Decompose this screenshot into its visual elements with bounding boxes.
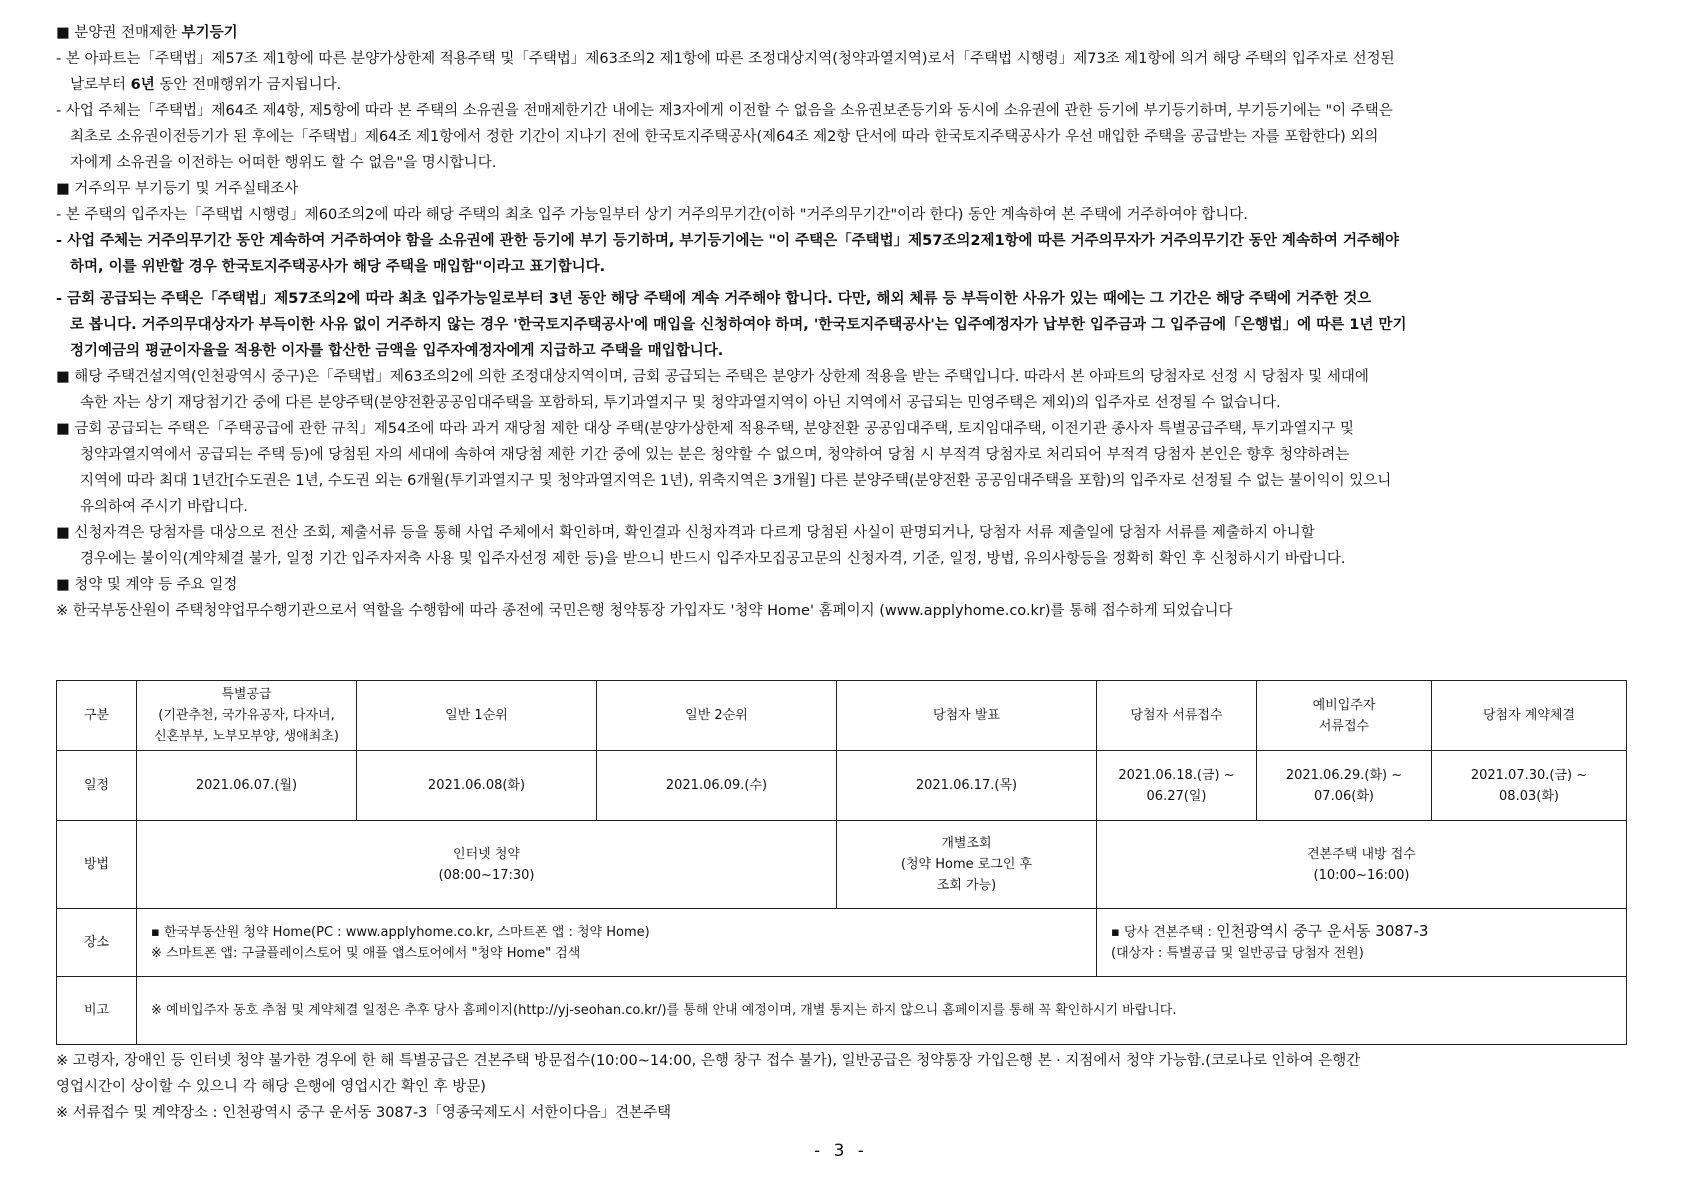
paragraph-bold: 정기예금의 평균이자율을 적용한 이자를 합산한 금액을 입주자예정자에게 지급하고 주택을 매입합니다. <box>70 343 724 359</box>
table-cell: 개별조회 (청약 Home 로그인 후 조회 가능) <box>837 821 1097 909</box>
paragraph-bold: 하며, 이를 위반할 경우 한국토지주택공사가 해당 주택을 매입함"이라고 표기합니다. <box>70 259 606 275</box>
section-title-residence: ■ 거주의무 부기등기 및 거주실태조사 <box>56 181 299 197</box>
row-label: 방법 <box>57 821 137 909</box>
paragraph: ■ 금회 공급되는 주택은「주택공급에 관한 규칙」제54조에 따라 과거 재당첨 제한 대상 주택(분양가상한제 적용주택, 분양전환 공공임대주택, 토지임대주택, 이전기관 종사자 특별공급주택, 투기과열지구 및 <box>56 421 1354 437</box>
paragraph: 최초로 소유권이전등기가 된 후에는「주택법」제64조 제1항에서 정한 기간이 지나기 전에 한국토지주택공사(제64조 제2항 단서에 따라 한국토지주택공사가 우선 매입한 주택을 공급받는 자를 포함한다) 외의 <box>70 129 1379 145</box>
table-cell: ▪ 한국부동산원 청약 Home(PC : www.applyhome.co.kr, 스마트폰 앱 : 청약 Home) ※ 스마트폰 앱: 구글플레이스토어 및 애플 앱스토어에서 "청약 Home" 검색 <box>137 909 1097 977</box>
table-cell: 2021.06.09.(수) <box>597 751 837 821</box>
table-cell: 2021.06.17.(목) <box>837 751 1097 821</box>
table-header-row <box>57 681 1627 751</box>
note: 영업시간이 상이할 수 있으니 각 해당 은행에 영업시간 확인 후 방문) <box>56 1079 486 1095</box>
row-label: 일정 <box>57 751 137 821</box>
paragraph: 속한 자는 상기 재당첨기간 중에 다른 분양주택(분양전환공공임대주택을 포함하되, 투기과열지구 및 청약과열지역이 아닌 지역에서 공급되는 민영주택은 제외)의 입주자로 선정될 수 없습니다. <box>80 395 1281 411</box>
paragraph-bold: - 사업 주체는 거주의무기간 동안 계속하여 거주하여야 함을 소유권에 관한 등기에 부기 등기하며, 부기등기에는 "이 주택은「주택법」제57조의2제1항에 따른 거주의무자가 거주의무기간 동안 계속하여 거주해야 <box>56 233 1400 249</box>
header-cell: 예비입주자 서류접수 <box>1257 681 1432 751</box>
table-row-schedule <box>57 751 1627 821</box>
table-cell: 인터넷 청약 (08:00~17:30) <box>137 821 837 909</box>
header-cell: 일반 1순위 <box>357 681 597 751</box>
header-cell: 일반 2순위 <box>597 681 837 751</box>
note: ※ 서류접수 및 계약장소 : 인천광역시 중구 운서동 3087-3「영종국제도시 서한이다음」견본주택 <box>56 1105 672 1121</box>
paragraph: 지역에 따라 최대 1년간[수도권은 1년, 수도권 외는 6개월(투기과열지구 및 청약과열지역은 1년), 위축지역은 3개월] 다른 분양주택(분양전환 공공임대주택을 포함)의 입주자로 선정될 수 없는 불이익이 있으니 <box>80 473 1392 489</box>
section-title-resale: ■ 분양권 전매제한 부기등기 <box>56 25 238 41</box>
paragraph: - 본 주택의 입주자는「주택법 시행령」제60조의2에 따라 해당 주택의 최초 입주 가능일부터 상기 거주의무기간(이하 "거주의무기간"이라 한다) 동안 계속하여 본 주택에 거주하여야 합니다. <box>56 207 1248 223</box>
table-cell: 2021.06.07.(월) <box>137 751 357 821</box>
table-row-remark <box>57 977 1627 1045</box>
table-cell: ※ 예비입주자 동호 추첨 및 계약체결 일정은 추후 당사 홈페이지(http://yj-seohan.co.kr/)를 통해 안내 예정이며, 개별 통지는 하지 않으니 홈페이지를 통해 꼭 확인하시기 바랍니다. <box>137 977 1627 1045</box>
header-cell: 당첨자 계약체결 <box>1432 681 1627 751</box>
row-label: 비고 <box>57 977 137 1045</box>
header-cell: 특별공급 (기관추천, 국가유공자, 다자녀, 신혼부부, 노부모부양, 생애최초) <box>137 681 357 751</box>
header-cell: 구분 <box>57 681 137 751</box>
paragraph: - 사업 주체는「주택법」제64조 제4항, 제5항에 따라 본 주택의 소유권을 전매제한기간 내에는 제3자에게 이전할 수 없음을 소유권보존등기와 동시에 소유권에 관한 등기에 부기등기하며, 부기등기에는 "이 주택은 <box>56 103 1393 119</box>
section-title-schedule: ■ 청약 및 계약 등 주요 일정 <box>56 577 238 593</box>
note: ※ 고령자, 장애인 등 인터넷 청약 불가한 경우에 한 해 특별공급은 견본주택 방문접수(10:00~14:00, 은행 창구 접수 불가), 일반공급은 청약통장 가입은행 본 · 지점에서 청약 가능함.(코로나로 인하여 은행간 <box>56 1053 1361 1069</box>
footer-notes <box>56 1048 1636 1126</box>
paragraph: ■ 해당 주택건설지역(인천광역시 중구)은「주택법」제63조의2에 의한 조정대상지역이며, 금회 공급되는 주택은 분양가 상한제 적용을 받는 주택입니다. 따라서 본 아파트의 당첨자로 선정 시 당첨자 및 세대에 <box>56 369 1369 385</box>
schedule-table <box>56 680 1627 1045</box>
header-cell: 당첨자 서류접수 <box>1097 681 1257 751</box>
notice-body <box>56 20 1636 624</box>
table-row-method <box>57 821 1627 909</box>
table-row-place <box>57 909 1627 977</box>
table-cell: 견본주택 내방 접수 (10:00~16:00) <box>1097 821 1627 909</box>
header-cell: 당첨자 발표 <box>837 681 1097 751</box>
paragraph: 자에게 소유권을 이전하는 어떠한 행위도 할 수 없음"을 명시합니다. <box>70 155 497 171</box>
paragraph: ■ 신청자격은 당첨자를 대상으로 전산 조회, 제출서류 등을 통해 사업 주체에서 확인하며, 확인결과 신청자격과 다르게 당첨된 사실이 판명되거나, 당첨자 서류 제출일에 당첨자 서류를 제출하지 아니할 <box>56 525 1315 541</box>
paragraph: 경우에는 불이익(계약체결 불가, 일정 기간 입주자저축 사용 및 입주자선정 제한 등)을 받으니 반드시 입주자모집공고문의 신청자격, 기준, 일정, 방법, 유의사항등을 정확히 확인 후 신청하시기 바랍니다. <box>80 551 1346 567</box>
table-cell: 2021.06.08(화) <box>357 751 597 821</box>
paragraph: 날로부터 6년 동안 전매행위가 금지됩니다. <box>70 77 342 93</box>
paragraph: 청약과열지역에서 공급되는 주택 등)에 당첨된 자의 세대에 속하여 재당첨 제한 기간 중에 있는 분은 청약할 수 없으며, 청약하여 당첨 시 부적격 당첨자로 처리되어 부적격 당첨자 본인은 향후 청약하려는 <box>80 447 1350 463</box>
page-number: - 3 - <box>814 1141 868 1161</box>
paragraph-bold: - 금회 공급되는 주택은「주택법」제57조의2에 따라 최초 입주가능일로부터 3년 동안 해당 주택에 계속 거주해야 합니다. 다만, 해외 체류 등 부득이한 사유가 있는 때에는 그 기간은 해당 주택에 거주한 것으 <box>56 291 1372 307</box>
row-label: 장소 <box>57 909 137 977</box>
paragraph: 유의하여 주시기 바랍니다. <box>80 499 248 515</box>
paragraph: - 본 아파트는「주택법」제57조 제1항에 따른 분양가상한제 적용주택 및「주택법」제63조의2 제1항에 따른 조정대상지역(청약과열지역)로서「주택법 시행령」제73조 제1항에 의거 해당 주택의 입주자로 선정된 <box>56 51 1395 67</box>
table-cell: 2021.06.29.(화) ~ 07.06(화) <box>1257 751 1432 821</box>
table-cell: ▪ 당사 견본주택 : 인천광역시 중구 운서동 3087-3 (대상자 : 특별공급 및 일반공급 당첨자 전원) <box>1097 909 1627 977</box>
table-cell: 2021.06.18.(금) ~ 06.27(일) <box>1097 751 1257 821</box>
paragraph-bold: 로 봅니다. 거주의무대상자가 부득이한 사유 없이 거주하지 않는 경우 '한국토지주택공사'에 매입을 신청하여야 하며, '한국토지주택공사'는 입주예정자가 납부한 입주금과 그 입주금에「은행법」에 따른 1년 만기 <box>70 317 1407 333</box>
table-cell: 2021.07.30.(금) ~ 08.03(화) <box>1432 751 1627 821</box>
note: ※ 한국부동산원이 주택청약업무수행기관으로서 역할을 수행함에 따라 종전에 국민은행 청약통장 가입자도 '청약 Home' 홈페이지 (www.applyhome.co.kr)를 통해 접수하게 되었습니다 <box>56 603 1233 619</box>
